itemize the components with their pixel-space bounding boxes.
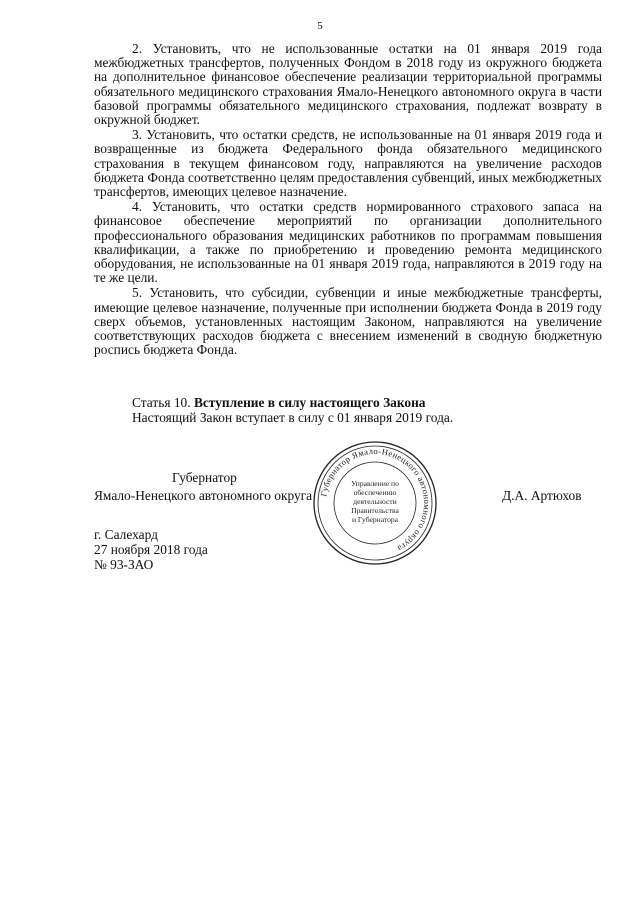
footer-number: № 93-ЗАО — [94, 557, 154, 572]
signature-title: Губернатор — [172, 470, 237, 485]
seal-ring-text: Губернатор Ямало-Ненецкого автономного округа — [318, 445, 433, 555]
page-number: 5 — [317, 20, 323, 32]
paragraph-5: 5. Установить, что субсидии, субвенции и иные межбюджетные трансферты, имеющие целевое назначение, полученные при исполнении бюджета Фонда в 2019 году сверх объемов, установленных настоящим Законом, направляются на увеличение соответствующих расходов бюджета с внесением изменений в сводную бюджетную роспись бюджета Фонда. — [94, 285, 602, 358]
seal-center-line-2: обеспечению — [353, 488, 397, 497]
footer-city: г. Салехард — [94, 527, 158, 542]
body-text — [94, 42, 602, 357]
article-title: Вступление в силу настоящего Закона — [193, 395, 426, 410]
seal-center-line-3: деятельности — [353, 497, 397, 506]
article-text: Настоящий Закон вступает в силу с 01 января 2019 года. — [132, 409, 454, 425]
footer — [94, 527, 208, 572]
paragraph-3: 3. Установить, что остатки средств, не использованные на 01 января 2019 года и возвращенные из бюджета Федерального фонда обязательного медицинского страхования в текущем финансовом году, направляются на увеличение расходов бюджета Фонда соответственно целям предоставления субвенций, иных межбюджетных трансфертов, имеющих целевое назначение. — [94, 127, 602, 200]
article-heading — [94, 396, 602, 411]
article-10 — [94, 396, 602, 425]
seal-center-line-1: Управление по — [351, 479, 399, 488]
seal-center-line-5: и Губернатора — [351, 515, 399, 524]
signature-region: Ямало-Ненецкого автономного округа — [94, 488, 313, 503]
paragraph-4: 4. Установить, что остатки средств нормированного страхового запаса на финансовое обеспечение мероприятий по организации дополнительного профессионального образования медицинских работников по программам повышения квалификации, а также по приобретению и проведению ремонта медицинского оборудования, не использованные на 01 января 2019 года, направляются в 2019 году на те же цели. — [94, 199, 602, 286]
article-label: Статья 10. — [132, 395, 191, 410]
seal-center-line-4: Правительства — [351, 506, 399, 515]
signature-name: Д.А. Артюхов — [502, 488, 582, 503]
official-seal — [312, 440, 438, 566]
paragraph-2: 2. Установить, что не использованные остатки на 01 января 2019 года межбюджетных трансфертов, полученных Фондом в 2018 году из окружного бюджета на дополнительное финансовое обеспечение реализации территориальной программы обязательного медицинского страхования Ямало-Ненецкого автономного округа в части базовой программы обязательного медицинского страхования, подлежат возврату в окружной бюджет. — [94, 41, 602, 128]
footer-date: 27 ноября 2018 года — [94, 542, 208, 557]
